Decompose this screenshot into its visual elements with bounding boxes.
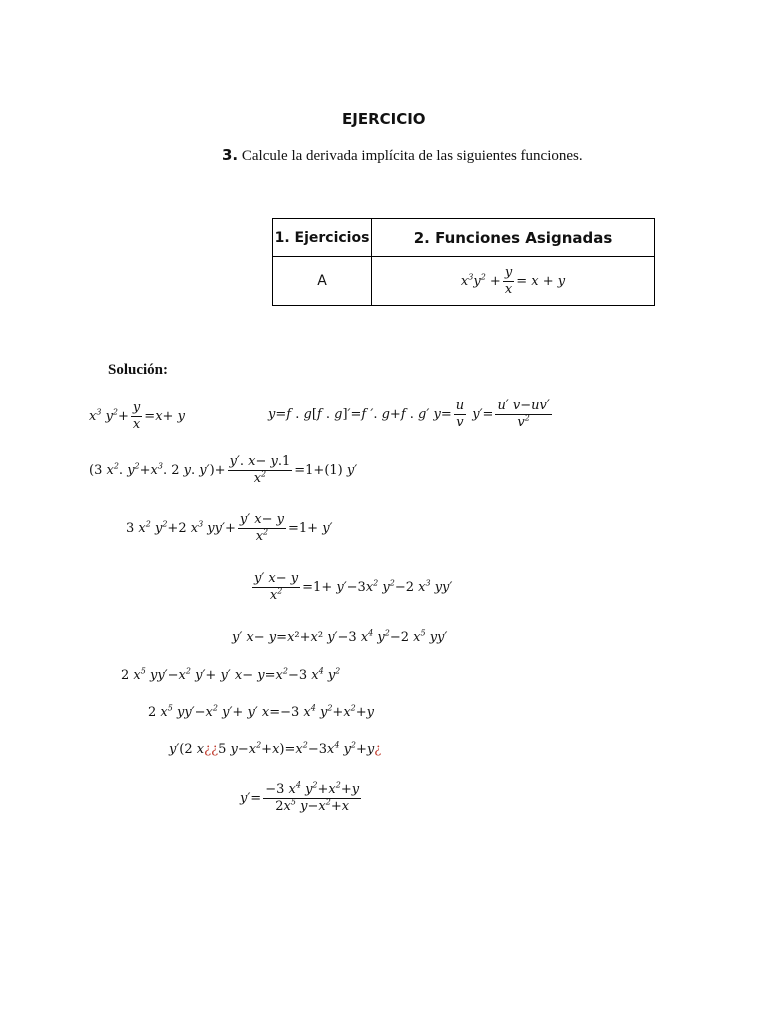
equation-step-3: $\frac{y' x- y}{x^2}$ $=1+ y'-3x^2$ $y^2-2$ $x^3$ yy′: [254, 571, 453, 603]
equation-step-1: (3 $x^2$. $y^2+x^3$. 2 y. y′)+ $\frac{y'. x- y.1}{x^2}$ =1+(1) y′: [89, 454, 358, 486]
table-header-exercises: 1. Ejercicios: [273, 219, 372, 257]
assigned-equation: $x^3y^2$ + $\frac{y}{x}$ = x + y: [460, 264, 566, 297]
equation-step-4: y′ x− y=x²+x² y′−3 $x^4$ $y^2-2$ $x^5$ yy′: [232, 628, 448, 645]
exercise-table: [272, 218, 655, 306]
equation-step-7: y′(2 x¿¿5 $y-x^2+x)=x^2-3x^4$ $y^2+y¿$: [169, 740, 382, 757]
equation-final: y′= $\frac{-3 x^4 y^2+x^2+y}{2x^5 y-x^2+x}$: [240, 780, 360, 814]
equation-step-2: 3 $x^2$ $y^2+2$ $x^3$ yy′+ $\frac{y' x- y}{x^2}$ =1+ y′: [126, 512, 333, 544]
equation-original: $x^3$ $y^2+$ $\frac{y}{x}$ =x+ y: [89, 400, 185, 432]
instruction: [222, 146, 583, 165]
table-header-functions: 2. Funciones Asignadas: [372, 219, 655, 257]
table-assigned-function: [372, 257, 655, 306]
solution-label: Solución:: [108, 362, 169, 378]
equation-rules: y=f . g[f . g]′=f ′. g+f . g′ y= $\frac{u}{v}$ y′= $\frac{u' v-uv'}{v^2}$: [268, 398, 550, 430]
heading: EJERCICIO: [342, 110, 426, 128]
equation-step-6: 2 $x^5$ $yy'-x^2$ y′+ y′ x=−3 $x^4$ $y^2+x^2+y$: [148, 703, 375, 720]
instruction-text: Calcule la derivada implícita de las siguientes funciones.: [241, 148, 583, 164]
equation-step-5: 2 $x^5$ $yy'-x^2$ y′+ y′ $x- y=x^2-3$ $x^4$ $y^2$: [121, 666, 341, 683]
table-row-label: A: [273, 257, 372, 306]
instruction-number: 3.: [222, 146, 239, 164]
